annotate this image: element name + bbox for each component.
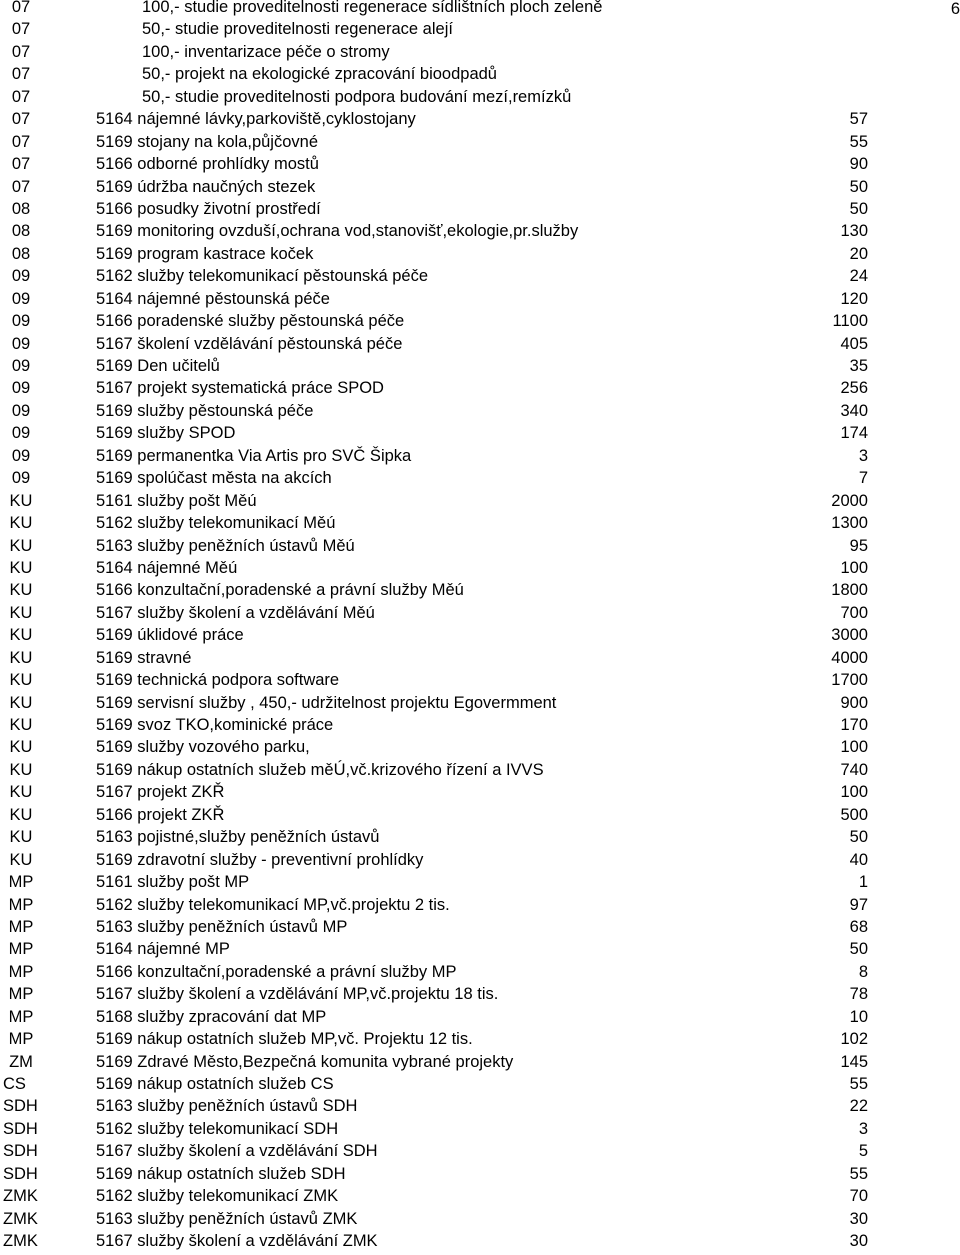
item-description: 5166 odborné prohlídky mostů [96,155,319,174]
item-amount: 55 [849,1164,868,1183]
department-code: KU [9,603,33,622]
page-number: 6 [950,0,960,18]
department-code: 07 [11,0,31,16]
item-amount: 24 [849,267,868,286]
table-row [0,537,960,559]
department-code: 09 [11,401,31,420]
item-amount: 740 [840,760,868,779]
table-row [0,1187,960,1209]
item-amount: 5 [858,1142,868,1161]
department-code: KU [9,760,33,779]
item-amount: 30 [849,1209,868,1228]
table-row [0,402,960,424]
item-amount: 22 [849,1097,868,1116]
item-amount: 90 [849,155,868,174]
department-code: MP [8,962,34,981]
table-row [0,155,960,177]
item-amount: 50 [849,199,868,218]
item-amount: 50 [849,940,868,959]
item-description: 5169 permanentka Via Artis pro SVČ Šipka [96,446,412,465]
item-description: 5166 konzultační,poradenské a právní služby MP [96,962,457,981]
department-code: 07 [11,20,31,39]
table-row [0,1097,960,1119]
item-description: 5169 monitoring ovzduší,ochrana vod,stanovišť,ekologie,pr.služby [96,222,579,241]
table-row [0,828,960,850]
item-amount: 20 [849,244,868,263]
department-code: MP [8,940,34,959]
table-row [0,671,960,693]
table-row [0,783,960,805]
department-code: KU [9,783,33,802]
item-description: 5162 služby telekomunikací Měú [96,514,336,533]
department-code: ZM [9,1052,33,1071]
item-amount: 4000 [831,648,868,667]
item-description: 5167 školení vzdělávání pěstounská péče [96,334,403,353]
item-amount: 40 [849,850,868,869]
department-code: 09 [11,446,31,465]
table-row [0,514,960,536]
table-row [0,806,960,828]
department-code: SDH [3,1119,38,1138]
department-code: KU [9,828,33,847]
item-amount: 3 [858,1119,868,1138]
table-row [0,43,960,65]
department-code: MP [8,1007,34,1026]
item-description: 5169 služby SPOD [96,424,236,443]
department-code: 07 [11,177,31,196]
item-amount: 900 [840,693,868,712]
department-code: 09 [11,424,31,443]
item-description: 5162 služby telekomunikací MP,vč.projektu 2 tis. [96,895,450,914]
item-description: 5167 služby školení a vzdělávání MP,vč.projektu 18 tis. [96,985,499,1004]
department-code: KU [9,491,33,510]
item-amount: 78 [849,985,868,1004]
department-code: MP [8,1030,34,1049]
item-description: 5164 nájemné pěstounská péče [96,289,330,308]
item-amount: 100 [840,783,868,802]
item-amount: 102 [840,1030,868,1049]
item-amount: 3000 [831,626,868,645]
department-code: KU [9,850,33,869]
table-row [0,738,960,760]
item-amount: 100 [840,738,868,757]
item-amount: 700 [840,603,868,622]
item-amount: 68 [849,917,868,936]
item-description: 50,- studie proveditelnosti regenerace alejí [142,20,453,39]
department-code: SDH [3,1097,38,1116]
department-code: 07 [11,110,31,129]
table-row [0,133,960,155]
item-amount: 405 [840,334,868,353]
table-row [0,716,960,738]
item-amount: 50 [849,177,868,196]
item-description: 5163 služby peněžních ústavů SDH [96,1097,358,1116]
table-row [0,267,960,289]
item-description: 5169 nákup ostatních služeb SDH [96,1164,346,1183]
item-description: 5169 stojany na kola,půjčovné [96,132,318,151]
item-description: 5164 nájemné Měú [96,558,238,577]
item-description: 5163 služby peněžních ústavů ZMK [96,1209,358,1228]
department-code: ZMK [3,1187,38,1206]
item-description: 5169 stravné [96,648,192,667]
item-description: 5167 služby školení a vzdělávání Měú [96,603,375,622]
department-code: KU [9,716,33,734]
table-row [0,110,960,132]
item-description: 5169 údržba naučných stezek [96,177,316,196]
item-description: 5161 služby pošt MP [96,873,250,892]
item-description: 5169 úklidové práce [96,626,244,645]
table-row [0,178,960,200]
table-row [0,290,960,312]
item-description: 5167 projekt ZKŘ [96,783,225,802]
table-row [0,200,960,222]
department-code: KU [9,626,33,645]
item-description: 5167 služby školení a vzdělávání ZMK [96,1232,378,1251]
table-row [0,222,960,244]
table-row [0,1210,960,1232]
item-description: 50,- studie proveditelnosti podpora budování mezí,remízků [142,87,572,106]
item-amount: 256 [840,379,868,398]
table-row [0,88,960,110]
department-code: 07 [11,155,31,174]
table-row [0,626,960,648]
table-row [0,604,960,626]
item-amount: 1100 [832,312,868,331]
department-code: 07 [11,132,31,151]
item-description: 5166 poradenské služby pěstounská péče [96,312,405,331]
item-amount: 50 [849,828,868,847]
item-description: 5169 technická podpora software [96,671,340,690]
table-row [0,963,960,985]
item-amount: 3 [858,446,868,465]
item-description: 5166 konzultační,poradenské a právní služby Měú [96,581,464,600]
item-description: 100,- inventarizace péče o stromy [142,42,390,61]
table-row [0,1030,960,1052]
item-amount: 70 [849,1187,868,1206]
table-row [0,694,960,716]
table-row [0,649,960,671]
department-code: 09 [11,267,31,286]
item-description: 5169 zdravotní služby - preventivní prohlídky [96,850,424,869]
item-amount: 2000 [831,491,868,510]
department-code: MP [8,873,34,892]
item-description: 5167 projekt systematická práce SPOD [96,379,384,398]
table-row [0,985,960,1007]
item-description: 5163 služby peněžních ústavů Měú [96,536,355,555]
department-code: 08 [11,244,31,263]
table-row [0,65,960,87]
department-code: MP [8,917,34,936]
department-code: KU [9,648,33,667]
item-description: 5167 služby školení a vzdělávání SDH [96,1142,378,1161]
department-code: 07 [11,87,31,106]
item-amount: 55 [849,1075,868,1093]
item-description: 5169 nákup ostatních služeb CS [96,1075,334,1093]
item-amount: 500 [840,805,868,824]
item-description: 5168 služby zpracování dat MP [96,1007,327,1026]
item-description: 5169 služby pěstounská péče [96,401,314,420]
table-row [0,559,960,581]
department-code: CS [3,1075,26,1093]
table-row [0,424,960,446]
table-row [0,379,960,401]
table-row [0,873,960,895]
department-code: 08 [11,199,31,218]
item-description: 100,- studie proveditelnosti regenerace sídlištních ploch zeleně [142,0,603,16]
item-description: 50,- projekt na ekologické zpracování bioodpadů [142,65,497,84]
table-row [0,469,960,491]
table-row [0,357,960,379]
department-code: 07 [11,65,31,84]
department-code: KU [9,558,33,577]
department-code: KU [9,671,33,690]
table-row [0,851,960,873]
department-code: 07 [11,42,31,61]
table-row [0,335,960,357]
table-row [0,581,960,603]
item-description: 5169 servisní služby , 450,- udržitelnost projektu Egovermment [96,693,557,712]
item-description: 5161 služby pošt Měú [96,491,257,510]
item-description: 5169 spolúčast města na akcích [96,469,332,488]
item-amount: 100 [840,558,868,577]
item-description: 5166 posudky životní prostředí [96,199,321,218]
table-row [0,761,960,783]
item-amount: 8 [858,962,868,981]
table-row [0,0,960,20]
department-code: KU [9,738,33,757]
item-amount: 95 [849,536,868,555]
item-amount: 145 [840,1052,868,1071]
item-description: 5169 Zdravé Město,Bezpečná komunita vybrané projekty [96,1052,514,1071]
item-description: 5169 služby vozového parku, [96,738,310,757]
department-code: SDH [3,1164,38,1183]
table-row [0,447,960,469]
item-description: 5162 služby telekomunikací ZMK [96,1187,339,1206]
item-amount: 30 [849,1232,868,1251]
department-code: KU [9,536,33,555]
item-amount: 97 [849,895,868,914]
item-amount: 340 [840,401,868,420]
item-description: 5162 služby telekomunikací SDH [96,1119,339,1138]
table-row [0,1075,960,1097]
item-description: 5163 služby peněžních ústavů MP [96,917,348,936]
item-description: 5169 nákup ostatních služeb měÚ,vč.krizového řízení a IVVS [96,760,544,779]
table-row [0,1120,960,1142]
table-row [0,940,960,962]
department-code: 08 [11,222,31,241]
department-code: ZMK [3,1232,38,1251]
department-code: 09 [11,289,31,308]
item-amount: 170 [840,716,868,734]
department-code: KU [9,581,33,600]
item-amount: 1800 [831,581,868,600]
table-row [0,1053,960,1075]
item-amount: 35 [849,357,868,375]
department-code: SDH [3,1142,38,1161]
item-description: 5166 projekt ZKŘ [96,805,225,824]
item-amount: 7 [858,469,868,488]
item-amount: 55 [849,132,868,151]
table-row [0,918,960,940]
table-row [0,1008,960,1030]
item-description: 5164 nájemné MP [96,940,230,959]
department-code: 09 [11,469,31,488]
table-row [0,245,960,267]
department-code: ZMK [3,1209,38,1228]
item-description: 5169 Den učitelů [96,357,220,375]
item-description: 5164 nájemné lávky,parkoviště,cyklostojany [96,110,416,129]
department-code: KU [9,514,33,533]
department-code: 09 [11,312,31,331]
table-row [0,312,960,334]
department-code: MP [8,895,34,914]
item-amount: 57 [849,110,868,129]
item-amount: 10 [849,1007,868,1026]
table-row [0,1232,960,1254]
item-amount: 130 [840,222,868,241]
item-amount: 174 [840,424,868,443]
item-description: 5169 nákup ostatních služeb MP,vč. Projektu 12 tis. [96,1030,473,1049]
department-code: MP [8,985,34,1004]
item-description: 5169 program kastrace koček [96,244,314,263]
table-row [0,1165,960,1187]
department-code: 09 [11,357,31,375]
item-amount: 1300 [831,514,868,533]
department-code: KU [9,805,33,824]
item-amount: 1 [858,873,868,892]
table-row [0,1142,960,1164]
table-row [0,20,960,42]
item-description: 5162 služby telekomunikací pěstounská péče [96,267,429,286]
table-row [0,896,960,918]
department-code: 09 [11,379,31,398]
table-row [0,492,960,514]
department-code: KU [9,693,33,712]
item-amount: 1700 [831,671,868,690]
item-description: 5169 svoz TKO,kominické práce [96,716,334,734]
item-description: 5163 pojistné,služby peněžních ústavů [96,828,380,847]
item-amount: 120 [840,289,868,308]
department-code: 09 [11,334,31,353]
